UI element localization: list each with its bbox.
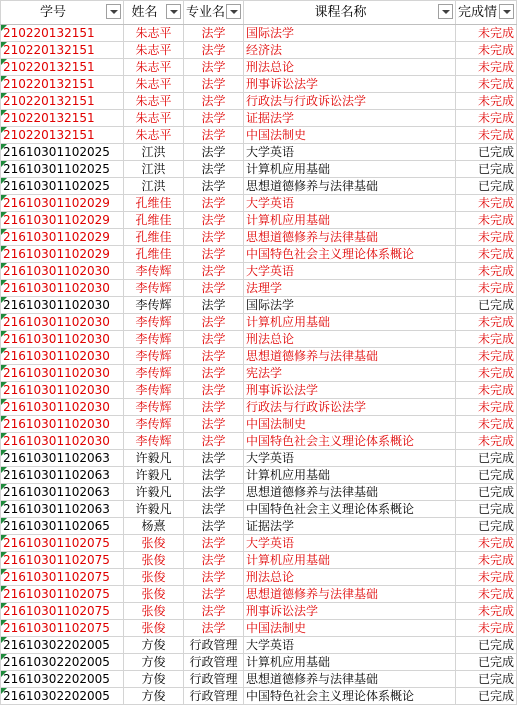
table-row[interactable] xyxy=(1,144,517,161)
filter-dropdown-icon[interactable] xyxy=(166,4,181,19)
major-cell[interactable]: 法学 xyxy=(184,195,244,212)
status-cell[interactable]: 未完成 xyxy=(456,586,517,603)
status-cell[interactable]: 未完成 xyxy=(456,59,517,76)
table-row[interactable] xyxy=(1,637,517,654)
status-cell[interactable]: 未完成 xyxy=(456,110,517,127)
major-cell[interactable]: 法学 xyxy=(184,246,244,263)
table-row[interactable] xyxy=(1,552,517,569)
major-cell[interactable]: 法学 xyxy=(184,518,244,535)
table-row[interactable] xyxy=(1,229,517,246)
status-cell[interactable]: 未完成 xyxy=(456,229,517,246)
column-header-label: 学号 xyxy=(39,4,66,20)
major-cell[interactable]: 法学 xyxy=(184,535,244,552)
status-cell[interactable]: 已完成 xyxy=(456,654,517,671)
student-name-cell[interactable]: 朱志平 xyxy=(124,127,184,144)
status-cell[interactable]: 未完成 xyxy=(456,382,517,399)
course-cell[interactable]: 中国法制史 xyxy=(244,416,456,433)
major-cell[interactable]: 法学 xyxy=(184,569,244,586)
column-header-major[interactable] xyxy=(184,1,244,25)
column-header-label: 完成情 xyxy=(458,4,498,20)
student-id-cell[interactable]: 21610301102063 xyxy=(1,501,124,518)
table-row[interactable] xyxy=(1,620,517,637)
student-id-cell[interactable]: 21610301102030 xyxy=(1,263,124,280)
status-cell[interactable]: 未完成 xyxy=(456,314,517,331)
status-cell[interactable]: 已完成 xyxy=(456,637,517,654)
student-id-cell[interactable]: 21610301102030 xyxy=(1,280,124,297)
status-cell[interactable]: 已完成 xyxy=(456,450,517,467)
major-cell[interactable]: 法学 xyxy=(184,467,244,484)
major-cell[interactable]: 法学 xyxy=(184,161,244,178)
major-cell[interactable]: 法学 xyxy=(184,603,244,620)
status-cell[interactable]: 已完成 xyxy=(456,688,517,705)
student-id-cell[interactable]: 21610301102063 xyxy=(1,484,124,501)
student-name-cell[interactable]: 张俊 xyxy=(124,620,184,637)
course-cell[interactable]: 刑法总论 xyxy=(244,59,456,76)
major-cell[interactable]: 法学 xyxy=(184,586,244,603)
course-cell[interactable]: 国际法学 xyxy=(244,25,456,42)
course-cell[interactable]: 刑事诉讼法学 xyxy=(244,382,456,399)
student-id-cell[interactable]: 21610301102030 xyxy=(1,297,124,314)
student-id-cell[interactable]: 21610301102030 xyxy=(1,433,124,450)
column-header-label: 专业名 xyxy=(186,4,226,20)
student-name-cell[interactable]: 许毅凡 xyxy=(124,484,184,501)
student-name-cell[interactable]: 许毅凡 xyxy=(124,501,184,518)
table-row[interactable] xyxy=(1,178,517,195)
status-cell[interactable]: 未完成 xyxy=(456,246,517,263)
major-cell[interactable]: 法学 xyxy=(184,229,244,246)
major-cell[interactable]: 法学 xyxy=(184,314,244,331)
table-row[interactable] xyxy=(1,569,517,586)
table-row[interactable] xyxy=(1,467,517,484)
column-header-course[interactable] xyxy=(244,1,456,25)
table-row[interactable] xyxy=(1,484,517,501)
course-cell[interactable]: 刑事诉讼法学 xyxy=(244,76,456,93)
student-id-cell[interactable]: 21610301102030 xyxy=(1,399,124,416)
student-name-cell[interactable]: 江洪 xyxy=(124,144,184,161)
course-cell[interactable]: 计算机应用基础 xyxy=(244,314,456,331)
table-row[interactable] xyxy=(1,433,517,450)
course-cell[interactable]: 计算机应用基础 xyxy=(244,212,456,229)
filter-dropdown-icon[interactable] xyxy=(226,4,241,19)
header-row xyxy=(1,1,517,25)
course-cell[interactable]: 国际法学 xyxy=(244,297,456,314)
major-cell[interactable]: 行政管理 xyxy=(184,671,244,688)
course-cell[interactable]: 证据法学 xyxy=(244,518,456,535)
student-name-cell[interactable]: 方俊 xyxy=(124,637,184,654)
major-cell[interactable]: 法学 xyxy=(184,399,244,416)
student-name-cell[interactable]: 李传辉 xyxy=(124,382,184,399)
student-id-cell[interactable]: 21610302202005 xyxy=(1,654,124,671)
student-name-cell[interactable]: 许毅凡 xyxy=(124,467,184,484)
major-cell[interactable]: 法学 xyxy=(184,484,244,501)
major-cell[interactable]: 法学 xyxy=(184,365,244,382)
column-header-label: 姓名 xyxy=(131,4,158,20)
table-row[interactable] xyxy=(1,297,517,314)
student-name-cell[interactable]: 李传辉 xyxy=(124,348,184,365)
student-id-cell[interactable]: 21610301102030 xyxy=(1,348,124,365)
course-cell[interactable]: 计算机应用基础 xyxy=(244,654,456,671)
student-name-cell[interactable]: 张俊 xyxy=(124,586,184,603)
course-cell[interactable]: 刑法总论 xyxy=(244,331,456,348)
course-cell[interactable]: 计算机应用基础 xyxy=(244,552,456,569)
student-id-cell[interactable]: 21610301102029 xyxy=(1,229,124,246)
table-row[interactable] xyxy=(1,501,517,518)
status-cell[interactable]: 未完成 xyxy=(456,280,517,297)
course-cell[interactable]: 经济法 xyxy=(244,42,456,59)
student-id-cell[interactable]: 21610301102075 xyxy=(1,552,124,569)
major-cell[interactable]: 法学 xyxy=(184,212,244,229)
course-cell[interactable]: 中国特色社会主义理论体系概论 xyxy=(244,501,456,518)
student-id-cell[interactable]: 210220132151 xyxy=(1,127,124,144)
student-name-cell[interactable]: 朱志平 xyxy=(124,25,184,42)
course-cell[interactable]: 法理学 xyxy=(244,280,456,297)
major-cell[interactable]: 法学 xyxy=(184,178,244,195)
table-row[interactable] xyxy=(1,399,517,416)
major-cell[interactable]: 法学 xyxy=(184,552,244,569)
status-cell[interactable]: 未完成 xyxy=(456,416,517,433)
student-name-cell[interactable]: 方俊 xyxy=(124,671,184,688)
course-cell[interactable]: 中国特色社会主义理论体系概论 xyxy=(244,246,456,263)
student-id-cell[interactable]: 21610301102025 xyxy=(1,144,124,161)
column-header-label: 课程名称 xyxy=(314,4,367,20)
table-row[interactable] xyxy=(1,535,517,552)
course-cell[interactable]: 思想道德修养与法律基础 xyxy=(244,229,456,246)
student-name-cell[interactable]: 李传辉 xyxy=(124,399,184,416)
student-id-cell[interactable]: 21610301102029 xyxy=(1,212,124,229)
major-cell[interactable]: 法学 xyxy=(184,450,244,467)
student-name-cell[interactable]: 李传辉 xyxy=(124,416,184,433)
student-id-cell[interactable]: 210220132151 xyxy=(1,93,124,110)
table-row[interactable] xyxy=(1,280,517,297)
student-id-cell[interactable]: 21610301102029 xyxy=(1,195,124,212)
course-cell[interactable]: 行政法与行政诉讼法学 xyxy=(244,399,456,416)
student-id-cell[interactable]: 21610301102030 xyxy=(1,382,124,399)
status-cell[interactable]: 未完成 xyxy=(456,76,517,93)
table-row[interactable] xyxy=(1,416,517,433)
course-cell[interactable]: 行政法与行政诉讼法学 xyxy=(244,93,456,110)
student-name-cell[interactable]: 李传辉 xyxy=(124,280,184,297)
student-id-cell[interactable]: 21610301102075 xyxy=(1,603,124,620)
student-name-cell[interactable]: 方俊 xyxy=(124,654,184,671)
status-cell[interactable]: 已完成 xyxy=(456,178,517,195)
major-cell[interactable]: 法学 xyxy=(184,348,244,365)
status-cell[interactable]: 未完成 xyxy=(456,535,517,552)
student-id-cell[interactable]: 21610301102065 xyxy=(1,518,124,535)
course-cell[interactable]: 中国特色社会主义理论体系概论 xyxy=(244,688,456,705)
major-cell[interactable]: 法学 xyxy=(184,433,244,450)
student-name-cell[interactable]: 朱志平 xyxy=(124,76,184,93)
student-name-cell[interactable]: 朱志平 xyxy=(124,59,184,76)
major-cell[interactable]: 法学 xyxy=(184,42,244,59)
table-body xyxy=(1,25,517,705)
course-cell[interactable]: 思想道德修养与法律基础 xyxy=(244,484,456,501)
table-row[interactable] xyxy=(1,161,517,178)
table-row[interactable] xyxy=(1,127,517,144)
table-row[interactable] xyxy=(1,688,517,705)
course-cell[interactable]: 刑事诉讼法学 xyxy=(244,603,456,620)
student-name-cell[interactable]: 李传辉 xyxy=(124,314,184,331)
status-cell[interactable]: 已完成 xyxy=(456,161,517,178)
table-row[interactable] xyxy=(1,365,517,382)
table-row[interactable] xyxy=(1,603,517,620)
major-cell[interactable]: 法学 xyxy=(184,280,244,297)
status-cell[interactable]: 已完成 xyxy=(456,671,517,688)
major-cell[interactable]: 法学 xyxy=(184,59,244,76)
table-row[interactable] xyxy=(1,314,517,331)
table-row[interactable] xyxy=(1,195,517,212)
table-row[interactable] xyxy=(1,263,517,280)
student-name-cell[interactable]: 李传辉 xyxy=(124,297,184,314)
table-row[interactable] xyxy=(1,76,517,93)
course-cell[interactable]: 思想道德修养与法律基础 xyxy=(244,586,456,603)
course-cell[interactable]: 刑法总论 xyxy=(244,569,456,586)
course-cell[interactable]: 大学英语 xyxy=(244,263,456,280)
table-row[interactable] xyxy=(1,450,517,467)
filter-dropdown-icon[interactable] xyxy=(499,4,514,19)
status-cell[interactable]: 未完成 xyxy=(456,331,517,348)
status-cell[interactable]: 未完成 xyxy=(456,399,517,416)
major-cell[interactable]: 法学 xyxy=(184,382,244,399)
major-cell[interactable]: 行政管理 xyxy=(184,688,244,705)
course-cell[interactable]: 思想道德修养与法律基础 xyxy=(244,348,456,365)
major-cell[interactable]: 法学 xyxy=(184,331,244,348)
table-row[interactable] xyxy=(1,212,517,229)
student-id-cell[interactable]: 21610302202005 xyxy=(1,671,124,688)
student-id-cell[interactable]: 21610301102030 xyxy=(1,314,124,331)
table-row[interactable] xyxy=(1,110,517,127)
student-name-cell[interactable]: 李传辉 xyxy=(124,263,184,280)
major-cell[interactable]: 法学 xyxy=(184,620,244,637)
table-row[interactable] xyxy=(1,331,517,348)
student-name-cell[interactable]: 张俊 xyxy=(124,603,184,620)
status-cell[interactable]: 已完成 xyxy=(456,467,517,484)
student-id-cell[interactable]: 21610301102075 xyxy=(1,569,124,586)
major-cell[interactable]: 法学 xyxy=(184,110,244,127)
student-name-cell[interactable]: 朱志平 xyxy=(124,93,184,110)
major-cell[interactable]: 法学 xyxy=(184,501,244,518)
filter-dropdown-icon[interactable] xyxy=(438,4,453,19)
student-id-cell[interactable]: 21610301102063 xyxy=(1,450,124,467)
student-name-cell[interactable]: 张俊 xyxy=(124,569,184,586)
column-header-status[interactable] xyxy=(456,1,517,25)
column-header-name[interactable] xyxy=(124,1,184,25)
status-cell[interactable]: 未完成 xyxy=(456,25,517,42)
course-cell[interactable]: 大学英语 xyxy=(244,450,456,467)
status-cell[interactable]: 未完成 xyxy=(456,365,517,382)
status-cell[interactable]: 未完成 xyxy=(456,263,517,280)
course-cell[interactable]: 思想道德修养与法律基础 xyxy=(244,671,456,688)
student-id-cell[interactable]: 21610301102030 xyxy=(1,331,124,348)
course-cell[interactable]: 大学英语 xyxy=(244,637,456,654)
student-id-cell[interactable]: 21610301102025 xyxy=(1,161,124,178)
major-cell[interactable]: 法学 xyxy=(184,416,244,433)
student-name-cell[interactable]: 张俊 xyxy=(124,535,184,552)
filter-dropdown-icon[interactable] xyxy=(106,4,121,19)
student-id-cell[interactable]: 210220132151 xyxy=(1,25,124,42)
student-name-cell[interactable]: 孔维佳 xyxy=(124,229,184,246)
course-cell[interactable]: 计算机应用基础 xyxy=(244,161,456,178)
status-cell[interactable]: 已完成 xyxy=(456,518,517,535)
student-name-cell[interactable]: 张俊 xyxy=(124,552,184,569)
status-cell[interactable]: 未完成 xyxy=(456,127,517,144)
student-id-cell[interactable]: 210220132151 xyxy=(1,59,124,76)
student-id-cell[interactable]: 21610301102063 xyxy=(1,467,124,484)
status-cell[interactable]: 已完成 xyxy=(456,501,517,518)
table-row[interactable] xyxy=(1,348,517,365)
student-id-cell[interactable]: 21610301102075 xyxy=(1,535,124,552)
course-cell[interactable]: 中国特色社会主义理论体系概论 xyxy=(244,433,456,450)
table-row[interactable] xyxy=(1,42,517,59)
table-row[interactable] xyxy=(1,93,517,110)
course-cell[interactable]: 大学英语 xyxy=(244,195,456,212)
major-cell[interactable]: 法学 xyxy=(184,144,244,161)
course-cell[interactable]: 思想道德修养与法律基础 xyxy=(244,178,456,195)
student-id-cell[interactable]: 21610302202005 xyxy=(1,688,124,705)
student-name-cell[interactable]: 孔维佳 xyxy=(124,195,184,212)
table-row[interactable] xyxy=(1,59,517,76)
course-cell[interactable]: 中国法制史 xyxy=(244,127,456,144)
table-row[interactable] xyxy=(1,671,517,688)
student-name-cell[interactable]: 朱志平 xyxy=(124,110,184,127)
table-row[interactable] xyxy=(1,246,517,263)
student-name-cell[interactable]: 杨熹 xyxy=(124,518,184,535)
course-cell[interactable]: 中国法制史 xyxy=(244,620,456,637)
student-name-cell[interactable]: 孔维佳 xyxy=(124,212,184,229)
student-name-cell[interactable]: 孔维佳 xyxy=(124,246,184,263)
major-cell[interactable]: 法学 xyxy=(184,76,244,93)
student-id-cell[interactable]: 21610301102075 xyxy=(1,620,124,637)
table-row[interactable] xyxy=(1,382,517,399)
student-id-cell[interactable]: 21610301102030 xyxy=(1,365,124,382)
student-id-cell[interactable]: 21610301102025 xyxy=(1,178,124,195)
student-id-cell[interactable]: 210220132151 xyxy=(1,42,124,59)
major-cell[interactable]: 法学 xyxy=(184,263,244,280)
table-row[interactable] xyxy=(1,518,517,535)
table-row[interactable] xyxy=(1,586,517,603)
status-cell[interactable]: 未完成 xyxy=(456,42,517,59)
table-row[interactable] xyxy=(1,25,517,42)
status-cell[interactable]: 已完成 xyxy=(456,144,517,161)
status-cell[interactable]: 未完成 xyxy=(456,603,517,620)
major-cell[interactable]: 法学 xyxy=(184,127,244,144)
column-header-student-id[interactable] xyxy=(1,1,124,25)
course-cell[interactable]: 宪法学 xyxy=(244,365,456,382)
student-name-cell[interactable]: 李传辉 xyxy=(124,365,184,382)
course-cell[interactable]: 大学英语 xyxy=(244,535,456,552)
status-cell[interactable]: 未完成 xyxy=(456,212,517,229)
student-id-cell[interactable]: 21610301102029 xyxy=(1,246,124,263)
major-cell[interactable]: 行政管理 xyxy=(184,637,244,654)
status-cell[interactable]: 未完成 xyxy=(456,569,517,586)
student-id-cell[interactable]: 21610301102075 xyxy=(1,586,124,603)
student-id-cell[interactable]: 210220132151 xyxy=(1,110,124,127)
student-name-cell[interactable]: 李传辉 xyxy=(124,433,184,450)
student-name-cell[interactable]: 方俊 xyxy=(124,688,184,705)
course-cell[interactable]: 大学英语 xyxy=(244,144,456,161)
student-name-cell[interactable]: 许毅凡 xyxy=(124,450,184,467)
status-cell[interactable]: 已完成 xyxy=(456,297,517,314)
major-cell[interactable]: 法学 xyxy=(184,297,244,314)
major-cell[interactable]: 法学 xyxy=(184,25,244,42)
status-cell[interactable]: 未完成 xyxy=(456,348,517,365)
table-row[interactable] xyxy=(1,654,517,671)
course-cell[interactable]: 证据法学 xyxy=(244,110,456,127)
student-name-cell[interactable]: 李传辉 xyxy=(124,331,184,348)
status-cell[interactable]: 未完成 xyxy=(456,552,517,569)
status-cell[interactable]: 未完成 xyxy=(456,620,517,637)
student-id-cell[interactable]: 21610301102030 xyxy=(1,416,124,433)
student-name-cell[interactable]: 江洪 xyxy=(124,161,184,178)
student-name-cell[interactable]: 朱志平 xyxy=(124,42,184,59)
major-cell[interactable]: 法学 xyxy=(184,93,244,110)
status-cell[interactable]: 未完成 xyxy=(456,195,517,212)
status-cell[interactable]: 未完成 xyxy=(456,93,517,110)
major-cell[interactable]: 行政管理 xyxy=(184,654,244,671)
student-id-cell[interactable]: 21610302202005 xyxy=(1,637,124,654)
course-cell[interactable]: 计算机应用基础 xyxy=(244,467,456,484)
student-id-cell[interactable]: 210220132151 xyxy=(1,76,124,93)
status-cell[interactable]: 未完成 xyxy=(456,433,517,450)
status-cell[interactable]: 已完成 xyxy=(456,484,517,501)
student-name-cell[interactable]: 江洪 xyxy=(124,178,184,195)
